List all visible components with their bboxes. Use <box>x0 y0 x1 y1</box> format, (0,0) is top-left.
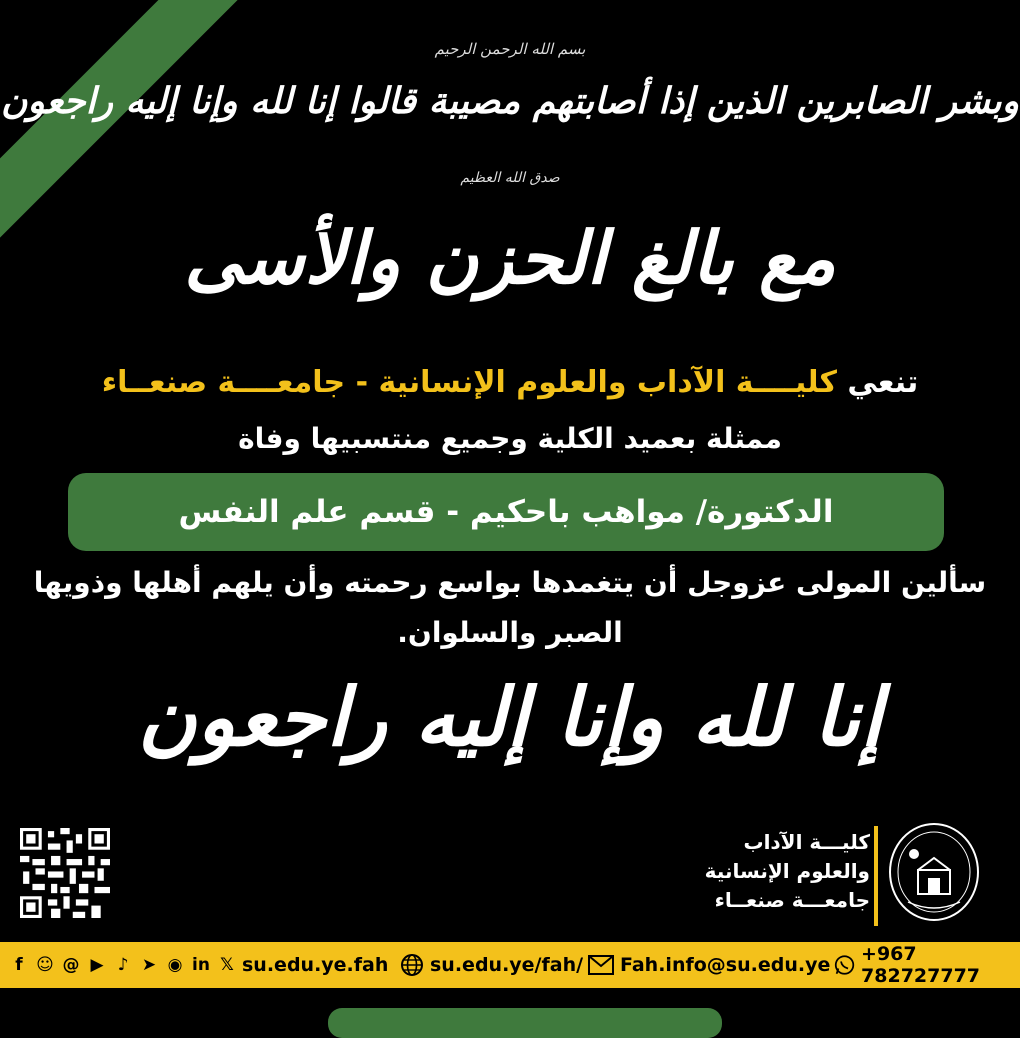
yellow-divider <box>874 826 878 926</box>
tiktok-icon[interactable]: ♪ <box>117 955 129 975</box>
bottom-green-tab <box>328 1008 722 1038</box>
deceased-name: الدكتورة/ مواهب باحكيم - قسم علم النفس <box>178 494 834 530</box>
college-name-line-1: كليـــة الآداب <box>743 830 870 854</box>
prayer-line-2: الصبر والسلوان. <box>397 616 623 649</box>
mail-icon <box>588 955 614 975</box>
phone-text: +967 782727777 <box>861 943 981 987</box>
youtube-icon[interactable]: ▶ <box>90 955 104 975</box>
footer-contact-bar <box>0 942 1020 988</box>
prayer-line-1: سألين المولى عزوجل أن يتغمدها بواسع رحمته وأن يلهم أهلها وذويها <box>33 566 987 599</box>
announcement-prefix: تنعي <box>847 365 919 400</box>
instagram-icon[interactable]: ◉ <box>167 955 183 975</box>
facebook-icon[interactable]: f <box>15 955 23 975</box>
announcement-line <box>0 365 1020 400</box>
quran-verse: وبشر الصابرين الذين إذا أصابتهم مصيبة قالوا إنا لله وإنا إليه راجعون <box>0 80 1020 122</box>
email-text: Fah.info@su.edu.ye <box>620 954 831 976</box>
phone-link[interactable] <box>834 942 1020 988</box>
social-handle[interactable]: su.edu.ye.fah <box>242 954 389 976</box>
deceased-name-box <box>68 473 944 551</box>
x-icon[interactable]: 𝕏 <box>220 955 234 975</box>
closing-verse: إنا لله وإنا إليه راجعون <box>137 670 883 764</box>
globe-icon <box>400 953 424 977</box>
telegram-icon[interactable]: ➤ <box>141 955 157 975</box>
email-link[interactable] <box>588 942 830 988</box>
representation-line: ممثلة بعميد الكلية وجميع منتسبيها وفاة <box>238 422 782 455</box>
college-name-line-2: والعلوم الإنسانية <box>704 859 870 883</box>
website-link[interactable] <box>400 942 583 988</box>
website-text: su.edu.ye/fah/ <box>430 954 584 976</box>
whatsapp-icon <box>834 953 855 977</box>
snapchat-icon[interactable]: ☺ <box>36 955 54 975</box>
college-highlight: كليــــة الآداب والعلوم الإنسانية - جامعــــة صنعــاء <box>101 365 837 400</box>
basmala: بسم الله الرحمن الرحيم <box>434 40 586 58</box>
threads-icon[interactable]: @ <box>62 955 80 975</box>
sadaq-text: صدق الله العظيم <box>460 170 560 186</box>
college-name-line-3: جامعـــة صنعــاء <box>714 888 870 912</box>
college-name-block <box>705 828 870 915</box>
university-logo <box>888 822 980 922</box>
linkedin-icon[interactable]: in <box>192 955 210 975</box>
qr-code[interactable] <box>20 828 110 918</box>
social-links <box>8 942 388 988</box>
condolence-headline: مع بالغ الحزن والأسى <box>184 215 836 300</box>
